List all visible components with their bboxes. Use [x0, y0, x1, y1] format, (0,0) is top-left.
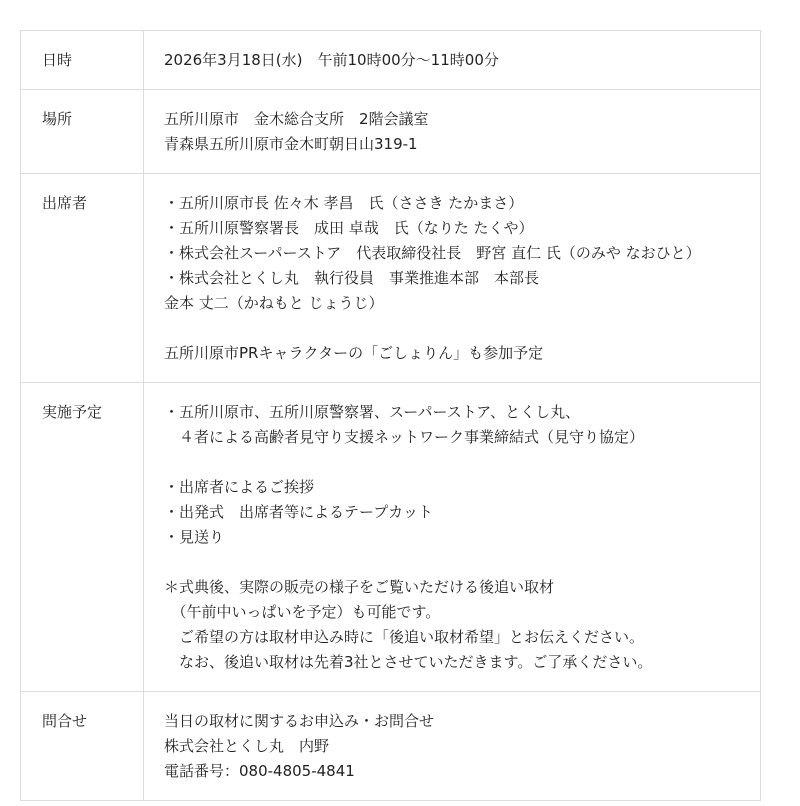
- program-note: ＊式典後、実際の販売の様子をご覧いただける後追い取材: [164, 578, 555, 596]
- contact-purpose: 当日の取材に関するお申込み・お問合せ: [164, 712, 435, 730]
- program-item: ・五所川原市、五所川原警察署、スーパーストア、とくし丸、: [164, 403, 581, 421]
- datetime-label: 日時: [21, 31, 144, 89]
- program-value: [144, 383, 760, 691]
- venue-name: 五所川原市 金木総合支所 2階会議室: [164, 110, 429, 128]
- program-item: ・出席者によるご挨拶: [164, 478, 315, 496]
- row-contact: [21, 691, 760, 800]
- program-item-continued: ４者による高齢者見守り支援ネットワーク事業締結式（見守り協定）: [164, 428, 645, 446]
- contact-label: 問合せ: [21, 692, 144, 800]
- program-note-continued: （午前中いっぱいを予定）も可能です。: [164, 603, 441, 621]
- spacer: [164, 550, 760, 575]
- attendee-note: 五所川原市PRキャラクターの「ごしょりん」も参加予定: [164, 344, 544, 362]
- program-item: ・見送り: [164, 528, 225, 546]
- event-info-table: [20, 30, 761, 801]
- contact-phone: 電話番号：080-4805-4841: [164, 762, 355, 780]
- row-attendees: [21, 173, 760, 382]
- venue-label: 場所: [21, 90, 144, 173]
- attendee-item: ・五所川原市長 佐々木 孝昌 氏（ささき たかまさ）: [164, 194, 524, 212]
- datetime-line: 2026年3月18日(水) 午前10時00分～11時00分: [164, 51, 499, 69]
- contact-value: [144, 692, 760, 800]
- attendees-label: 出席者: [21, 174, 144, 382]
- program-note-continued: なお、後追い取材は先着3社とさせていただきます。ご了承ください。: [164, 653, 653, 671]
- attendee-item: ・株式会社とくし丸 執行役員 事業推進本部 本部長: [164, 269, 540, 287]
- attendee-item-continued: 金本 丈二（かねもと じょうじ）: [164, 294, 384, 312]
- program-label: 実施予定: [21, 383, 144, 691]
- program-note-continued: ご希望の方は取材申込み時に「後追い取材希望」とお伝えください。: [164, 628, 645, 646]
- contact-person: 株式会社とくし丸 内野: [164, 737, 330, 755]
- venue-value: [144, 90, 760, 173]
- attendee-item: ・株式会社スーパーストア 代表取締役社長 野宮 直仁 氏（のみや なおひと）: [164, 244, 701, 262]
- attendee-item: ・五所川原警察署長 成田 卓哉 氏（なりた たくや）: [164, 219, 534, 237]
- spacer: [164, 450, 760, 475]
- row-datetime: [21, 31, 760, 89]
- attendees-value: [144, 174, 760, 382]
- row-program: [21, 382, 760, 691]
- datetime-value: [144, 31, 760, 89]
- spacer: [164, 316, 760, 341]
- row-venue: [21, 89, 760, 173]
- venue-address: 青森県五所川原市金木町朝日山319-1: [164, 135, 418, 153]
- program-item: ・出発式 出席者等によるテープカット: [164, 503, 433, 521]
